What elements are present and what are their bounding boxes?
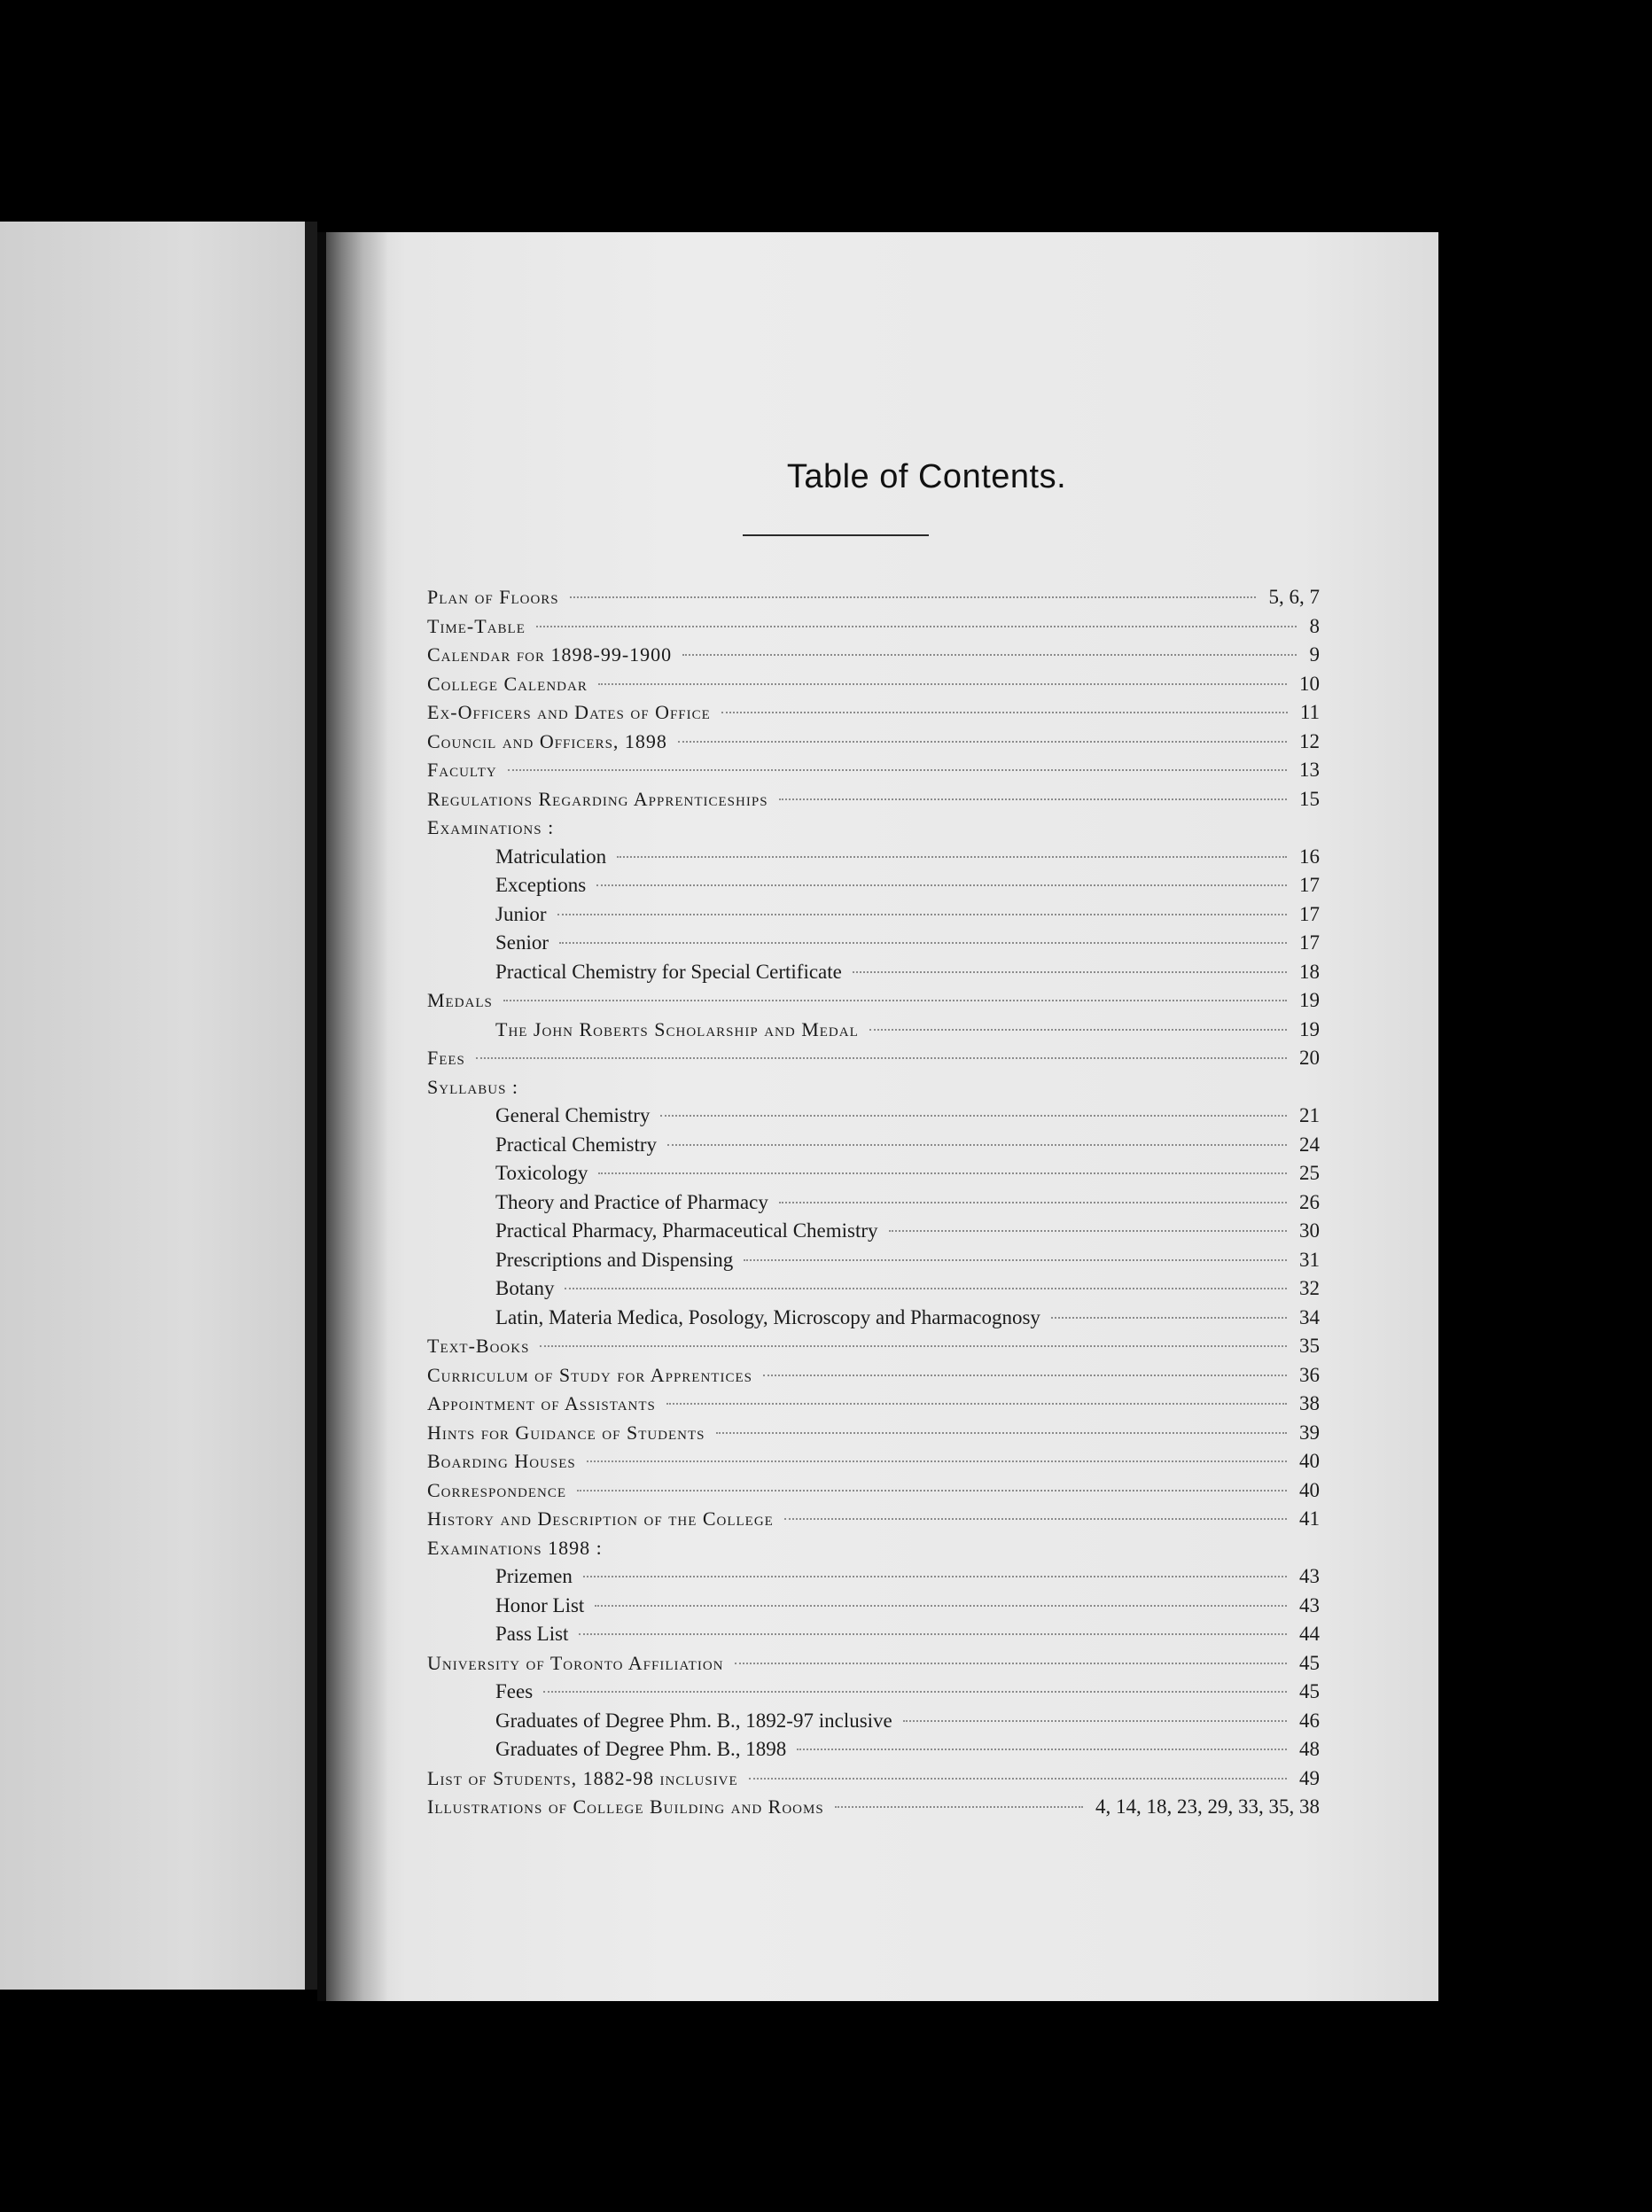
toc-entry-page: 35 bbox=[1299, 1335, 1320, 1357]
toc-entry bbox=[427, 1217, 1320, 1246]
toc-entry-label: Time-Table bbox=[427, 614, 526, 637]
toc-entry-page: 17 bbox=[1299, 902, 1320, 925]
page-title: Table of Contents. bbox=[786, 458, 1067, 495]
toc-entry bbox=[427, 1793, 1320, 1822]
toc-entry bbox=[427, 814, 1320, 843]
toc-entry-page: 45 bbox=[1299, 1651, 1320, 1674]
dot-leader bbox=[682, 654, 1297, 656]
toc-entry-label: Honor List bbox=[495, 1593, 585, 1616]
toc-entry bbox=[427, 1707, 1320, 1736]
toc-entry-page: 17 bbox=[1299, 874, 1320, 896]
toc-entry-page: 36 bbox=[1299, 1363, 1320, 1386]
toc-entry-label: Ex-Officers and Dates of Office bbox=[427, 701, 711, 723]
toc-entry-page: 26 bbox=[1299, 1190, 1320, 1213]
toc-entry-label: Pass List bbox=[495, 1623, 569, 1645]
toc-entry bbox=[427, 641, 1320, 670]
toc-entry-label: Toxicology bbox=[495, 1162, 588, 1184]
toc-entry-page: 11 bbox=[1299, 701, 1320, 723]
dot-leader bbox=[784, 1518, 1287, 1520]
dot-leader bbox=[869, 1029, 1287, 1031]
toc-entry-page: 19 bbox=[1299, 1017, 1320, 1040]
dot-leader bbox=[779, 1202, 1287, 1203]
toc-entry-page: 30 bbox=[1299, 1219, 1320, 1242]
toc-entry bbox=[427, 1419, 1320, 1448]
toc-entry-page: 21 bbox=[1299, 1104, 1320, 1126]
toc-entry-label: The John Roberts Scholarship and Medal bbox=[495, 1017, 859, 1040]
toc-entry-label: Matriculation bbox=[495, 845, 607, 868]
title-rule bbox=[743, 534, 929, 536]
dot-leader bbox=[587, 1460, 1287, 1462]
toc-entry bbox=[427, 670, 1320, 699]
toc-entry-page: 39 bbox=[1299, 1421, 1320, 1444]
toc-entry-page: 9 bbox=[1309, 643, 1320, 666]
toc-entry bbox=[427, 1764, 1320, 1794]
toc-entry-label: Correspondence bbox=[427, 1478, 567, 1501]
toc-entry-page: 16 bbox=[1299, 845, 1320, 868]
dot-leader bbox=[660, 1115, 1287, 1117]
toc-entry-page: 49 bbox=[1299, 1766, 1320, 1789]
toc-entry bbox=[427, 1447, 1320, 1476]
dot-leader bbox=[577, 1490, 1287, 1492]
toc-entry-label: Graduates of Degree Phm. B., 1898 bbox=[495, 1738, 787, 1760]
toc-entry bbox=[427, 785, 1320, 814]
dot-leader bbox=[721, 712, 1288, 713]
toc-list bbox=[427, 583, 1320, 1822]
toc-entry-page: 45 bbox=[1299, 1680, 1320, 1702]
toc-entry-label: Practical Chemistry bbox=[495, 1133, 658, 1156]
toc-entry-label: Prescriptions and Dispensing bbox=[495, 1248, 734, 1271]
dot-leader bbox=[503, 1000, 1287, 1001]
toc-entry bbox=[427, 1073, 1320, 1102]
toc-entry-label: Calendar for 1898-99-1900 bbox=[427, 643, 673, 666]
toc-entry-page: 13 bbox=[1299, 759, 1320, 781]
toc-entry-label: Practical Chemistry for Special Certificate bbox=[495, 960, 842, 983]
toc-entry-label: Fees bbox=[427, 1047, 465, 1069]
toc-entry-label: Latin, Materia Medica, Posology, Microscopy and Pharmacognosy bbox=[495, 1305, 1040, 1328]
dot-leader bbox=[598, 1172, 1287, 1174]
toc-entry-page: 34 bbox=[1299, 1305, 1320, 1328]
toc-entry bbox=[427, 1188, 1320, 1218]
toc-entry-label: Exceptions bbox=[495, 874, 587, 896]
toc-entry-label: Prizemen bbox=[495, 1565, 573, 1587]
toc-entry-page: 40 bbox=[1299, 1450, 1320, 1472]
toc-entry-page: 12 bbox=[1299, 729, 1320, 752]
toc-entry bbox=[427, 583, 1320, 612]
dot-leader bbox=[557, 914, 1287, 915]
toc-entry-page: 17 bbox=[1299, 931, 1320, 954]
dot-leader bbox=[543, 1691, 1287, 1693]
toc-entry-page: 4, 14, 18, 23, 29, 33, 35, 38 bbox=[1095, 1795, 1320, 1818]
toc-entry-label: Regulations Regarding Apprenticeships bbox=[427, 787, 768, 810]
toc-entry-label: Appointment of Assistants bbox=[427, 1392, 656, 1414]
dot-leader bbox=[579, 1633, 1287, 1635]
dot-leader bbox=[744, 1259, 1287, 1261]
dot-leader bbox=[598, 683, 1287, 685]
toc-entry bbox=[427, 1735, 1320, 1764]
toc-entry-page: 46 bbox=[1299, 1709, 1320, 1732]
toc-entry-label: List of Students, 1882-98 inclusive bbox=[427, 1766, 738, 1789]
toc-entry bbox=[427, 871, 1320, 900]
dot-leader bbox=[565, 1288, 1287, 1289]
dot-leader bbox=[678, 741, 1287, 743]
toc-entry-page: 25 bbox=[1299, 1162, 1320, 1184]
dot-leader bbox=[617, 856, 1287, 858]
dot-leader bbox=[735, 1663, 1287, 1664]
toc-entry bbox=[427, 1361, 1320, 1390]
toc-entry bbox=[427, 1390, 1320, 1419]
toc-entry-label: Medals bbox=[427, 989, 493, 1011]
dot-leader bbox=[508, 769, 1287, 771]
toc-entry-page: 40 bbox=[1299, 1478, 1320, 1501]
dot-leader bbox=[903, 1720, 1287, 1722]
spine-shadow bbox=[326, 232, 388, 2001]
dot-leader bbox=[559, 942, 1287, 944]
toc-entry bbox=[427, 1332, 1320, 1361]
toc-entry-label: Graduates of Degree Phm. B., 1892-97 inclusive bbox=[495, 1709, 892, 1732]
toc-entry bbox=[427, 1476, 1320, 1506]
toc-entry-label: Examinations : bbox=[427, 816, 555, 838]
toc-entry-label: Practical Pharmacy, Pharmaceutical Chemistry bbox=[495, 1219, 878, 1242]
toc-entry bbox=[427, 1044, 1320, 1073]
toc-entry bbox=[427, 986, 1320, 1016]
dot-leader bbox=[853, 971, 1287, 973]
toc-entry-page: 5, 6, 7 bbox=[1268, 586, 1320, 608]
toc-entry bbox=[427, 1562, 1320, 1592]
toc-entry-page: 31 bbox=[1299, 1248, 1320, 1271]
toc-entry bbox=[427, 900, 1320, 930]
toc-entry-page: 10 bbox=[1299, 672, 1320, 695]
dot-leader bbox=[889, 1230, 1287, 1232]
toc-entry-page: 38 bbox=[1299, 1392, 1320, 1414]
toc-entry-label: Senior bbox=[495, 931, 549, 954]
dot-leader bbox=[763, 1375, 1287, 1376]
toc-entry-page: 41 bbox=[1299, 1507, 1320, 1530]
toc-entry-page: 15 bbox=[1299, 787, 1320, 810]
toc-entry-label: Theory and Practice of Pharmacy bbox=[495, 1190, 768, 1213]
toc-entry-label: Syllabus : bbox=[427, 1075, 519, 1098]
dot-leader bbox=[540, 1345, 1287, 1347]
dot-leader bbox=[536, 626, 1297, 627]
toc-entry bbox=[427, 1592, 1320, 1621]
toc-entry-label: Illustrations of College Building and Rooms bbox=[427, 1795, 824, 1818]
toc-entry bbox=[427, 1620, 1320, 1649]
toc-entry-label: Curriculum of Study for Apprentices bbox=[427, 1363, 752, 1386]
dot-leader bbox=[1051, 1317, 1287, 1319]
dot-leader bbox=[779, 798, 1287, 800]
dot-leader bbox=[595, 1605, 1287, 1607]
toc-entry-page: 18 bbox=[1299, 960, 1320, 983]
dot-leader bbox=[667, 1144, 1287, 1146]
toc-entry-page: 24 bbox=[1299, 1133, 1320, 1156]
toc-entry-page: 32 bbox=[1299, 1277, 1320, 1299]
toc-entry bbox=[427, 1274, 1320, 1304]
dot-leader bbox=[596, 884, 1287, 886]
dot-leader bbox=[583, 1576, 1287, 1577]
toc-entry-label: College Calendar bbox=[427, 672, 588, 695]
toc-entry-label: General Chemistry bbox=[495, 1104, 651, 1126]
toc-entry-label: Council and Officers, 1898 bbox=[427, 729, 667, 752]
left-page bbox=[0, 222, 312, 1990]
toc-entry bbox=[427, 1246, 1320, 1275]
toc-entry-label: Junior bbox=[495, 902, 547, 925]
toc-entry-label: History and Description of the College bbox=[427, 1507, 774, 1530]
toc-entry-page: 8 bbox=[1309, 614, 1320, 637]
dot-leader bbox=[797, 1749, 1287, 1750]
toc-entry bbox=[427, 1131, 1320, 1160]
dot-leader bbox=[666, 1403, 1287, 1405]
toc-entry bbox=[427, 958, 1320, 987]
toc-entry-label: Boarding Houses bbox=[427, 1450, 576, 1472]
toc-entry-label: Fees bbox=[495, 1680, 534, 1702]
toc-entry-label: Hints for Guidance of Students bbox=[427, 1421, 705, 1444]
toc-entry bbox=[427, 929, 1320, 958]
toc-entry-label: Examinations 1898 : bbox=[427, 1536, 603, 1559]
dot-leader bbox=[716, 1432, 1287, 1434]
toc-entry bbox=[427, 728, 1320, 757]
toc-entry bbox=[427, 1102, 1320, 1131]
dot-leader bbox=[476, 1057, 1287, 1059]
dot-leader bbox=[749, 1778, 1287, 1780]
toc-entry-page: 20 bbox=[1299, 1047, 1320, 1069]
toc-entry-page: 43 bbox=[1299, 1593, 1320, 1616]
toc-entry-label: University of Toronto Affiliation bbox=[427, 1651, 724, 1674]
toc-entry bbox=[427, 1304, 1320, 1333]
toc-entry-page: 44 bbox=[1299, 1623, 1320, 1645]
toc-entry-label: Faculty bbox=[427, 759, 497, 781]
toc-entry-label: Botany bbox=[495, 1277, 555, 1299]
toc-entry bbox=[427, 756, 1320, 785]
toc-entry bbox=[427, 1678, 1320, 1707]
toc-entry-label: Plan of Floors bbox=[427, 586, 559, 608]
toc-entry-page: 43 bbox=[1299, 1565, 1320, 1587]
toc-entry bbox=[427, 1016, 1320, 1045]
toc-entry bbox=[427, 1505, 1320, 1534]
contents-page bbox=[326, 232, 1438, 2001]
toc-entry bbox=[427, 843, 1320, 872]
toc-entry-page: 19 bbox=[1299, 989, 1320, 1011]
toc-entry bbox=[427, 612, 1320, 642]
dot-leader bbox=[835, 1806, 1083, 1808]
toc-entry-label: Text-Books bbox=[427, 1335, 530, 1357]
toc-entry bbox=[427, 1159, 1320, 1188]
left-page-edge bbox=[305, 222, 317, 1990]
toc-entry bbox=[427, 1534, 1320, 1563]
dot-leader bbox=[570, 596, 1256, 598]
toc-entry bbox=[427, 698, 1320, 728]
toc-entry-page: 48 bbox=[1299, 1738, 1320, 1760]
toc-entry bbox=[427, 1649, 1320, 1678]
